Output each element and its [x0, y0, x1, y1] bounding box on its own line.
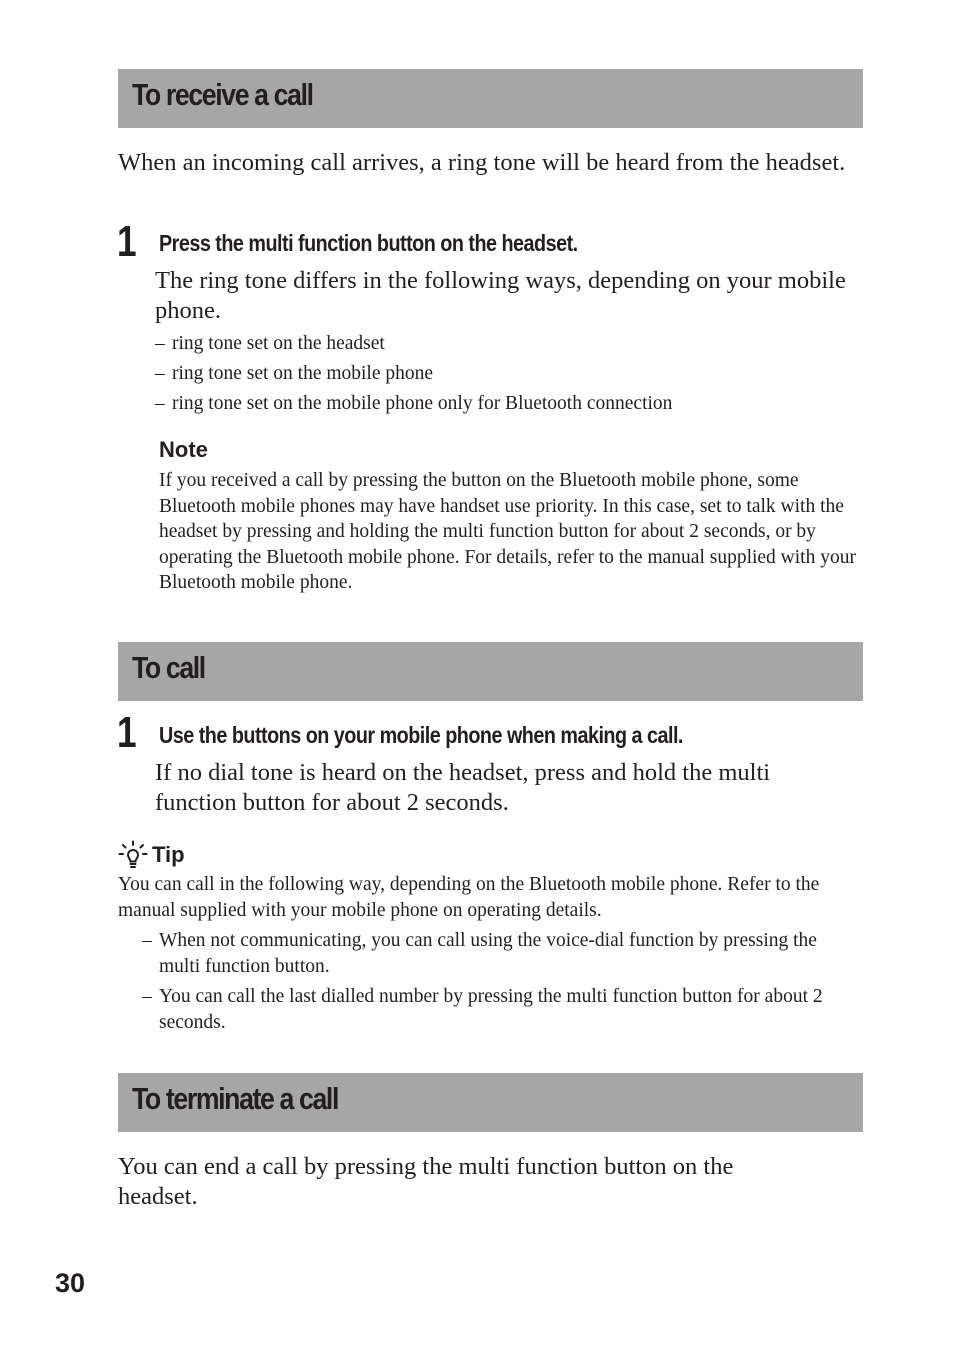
ring-tone-list	[155, 331, 855, 417]
receive-intro: When an incoming call arrives, a ring tone will be heard from the headset.	[118, 149, 846, 176]
page-number: 30	[55, 1268, 86, 1298]
step-title: Press the multi function button on the headset.	[159, 230, 578, 256]
lightbulb-icon	[118, 840, 148, 870]
list-item: – ring tone set on the mobile phone	[155, 363, 434, 384]
list-item: – ring tone set on the mobile phone only for Bluetooth connection	[155, 393, 673, 414]
section-header-terminate	[118, 1073, 863, 1132]
note-label: Note	[159, 437, 208, 462]
list-item: – ring tone set on the headset	[155, 333, 385, 354]
list-item: – You can call the last dialled number by pressing the multi function button for about 2 seconds.	[142, 986, 823, 1033]
section-heading: To terminate a call	[132, 1081, 338, 1116]
section-heading: To call	[132, 650, 205, 685]
section-header-receive	[118, 69, 863, 128]
step-number: 1	[117, 217, 137, 266]
step-body: If no dial tone is heard on the headset, press and hold the multi function button for about 2 seconds.	[155, 759, 771, 816]
list-item: – When not communicating, you can call using the voice-dial function by pressing the multi function button.	[142, 930, 817, 977]
note-text: If you received a call by pressing the button on the Bluetooth mobile phone, some Bluetooth mobile phones may have handset use priority. In this case, set to talk with the headset by pressing and holding the multi function button for about 2 seconds, or by operating the Bluetooth mobile phone. For details, refer to the manual supplied with your Bluetooth mobile phone.	[159, 470, 856, 593]
tip-text: You can call in the following way, depending on the Bluetooth mobile phone. Refer to the manual supplied with your mobile phone on operating details.	[118, 874, 820, 921]
tip-label: Tip	[152, 842, 185, 867]
tip-list	[142, 928, 854, 1040]
step-number: 1	[117, 708, 137, 757]
section-header-call	[118, 642, 863, 701]
terminate-body: You can end a call by pressing the multi function button on the headset.	[118, 1153, 734, 1210]
step-title: Use the buttons on your mobile phone when making a call.	[159, 722, 683, 748]
tip-header	[118, 840, 185, 870]
section-heading: To receive a call	[132, 77, 313, 112]
step-body: The ring tone differs in the following ways, depending on your mobile phone.	[155, 267, 846, 324]
